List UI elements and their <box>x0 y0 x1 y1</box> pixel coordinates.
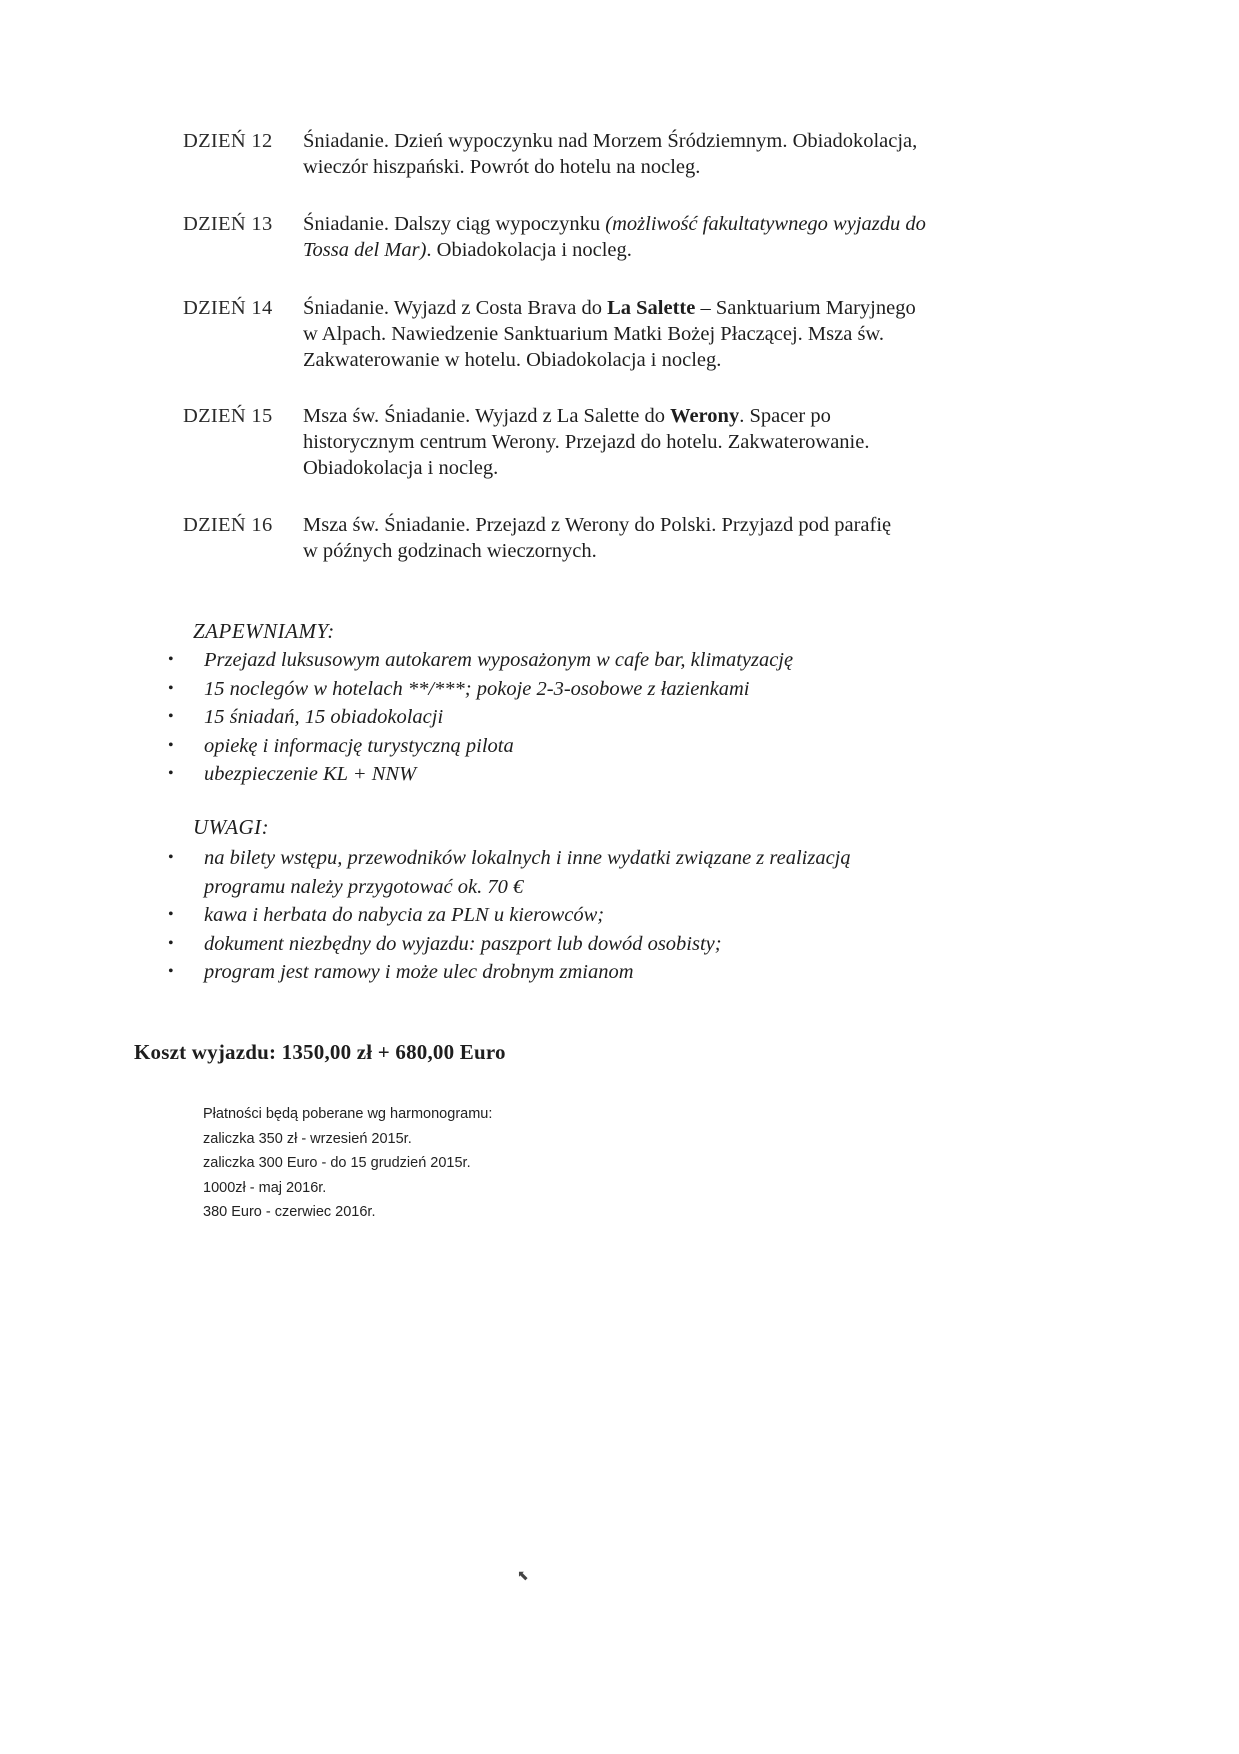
list-item <box>0 760 1024 789</box>
day-13 <box>183 211 1043 263</box>
section-title-uwagi: UWAGI: <box>193 815 270 839</box>
day-line: Śniadanie. Dzień wypoczynku nad Morzem Śródziemnym. Obiadokolacja, <box>303 130 918 152</box>
list-item-text: ubezpieczenie KL + NNW <box>204 763 417 785</box>
optional-trip-note: Tossa del Mar) <box>303 239 427 261</box>
list-item-text: opiekę i informację turystyczną pilota <box>204 734 514 757</box>
zapewniamy-list <box>0 646 1024 789</box>
payment-schedule <box>203 1102 492 1225</box>
list-item-text: dokument niezbędny do wyjazdu: paszport lub dowód osobisty; <box>204 932 722 955</box>
list-item <box>0 732 1024 761</box>
list-item-text: Przejazd luksusowym autokarem wyposażonym w cafe bar, klimatyzację <box>204 649 794 671</box>
day-14 <box>183 295 1043 373</box>
day-line: Zakwaterowanie w hotelu. Obiadokolacja i nocleg. <box>303 349 722 371</box>
bullet-icon: • <box>168 765 174 782</box>
day-description <box>303 512 1043 564</box>
day-12 <box>183 128 1043 180</box>
day-line <box>303 237 1043 263</box>
list-item-text: kawa i herbata do nabycia za PLN u kierowców; <box>204 904 605 926</box>
bullet-icon: • <box>168 651 174 668</box>
day-line: w Alpach. Nawiedzenie Sanktuarium Matki Bożej Płaczącej. Msza św. <box>303 323 885 345</box>
list-item <box>0 675 1024 704</box>
day-text-segment: Śniadanie. Wyjazd z Costa Brava do <box>303 297 608 319</box>
bullet-icon: • <box>168 708 174 725</box>
day-line: historycznym centrum Werony. Przejazd do hotelu. Zakwaterowanie. <box>303 431 870 453</box>
day-text-segment: . Spacer po <box>739 405 831 427</box>
day-line: Obiadokolacja i nocleg. <box>303 457 499 479</box>
day-15 <box>183 403 1043 481</box>
day-text-segment: Śniadanie. Dalszy ciąg wypoczynku <box>303 213 606 235</box>
list-item <box>0 958 1024 987</box>
list-item <box>0 901 1024 930</box>
destination-name: Werony <box>670 405 740 427</box>
bullet-icon: • <box>168 849 174 866</box>
list-item-text: program jest ramowy i może ulec drobnym zmianom <box>204 961 634 983</box>
day-description <box>303 403 1043 481</box>
day-description <box>303 295 1043 373</box>
list-item <box>0 646 1024 675</box>
day-label: DZIEŃ 13 <box>183 213 273 235</box>
list-item <box>0 703 1024 732</box>
list-item-text: 15 śniadań, 15 obiadokolacji <box>204 706 444 728</box>
day-line <box>303 295 1043 321</box>
list-item <box>0 844 1024 901</box>
day-label: DZIEŃ 12 <box>183 130 273 152</box>
payment-line: 380 Euro - czerwiec 2016r. <box>203 1204 376 1220</box>
scan-mark-icon: ⬉ <box>517 1569 529 1584</box>
day-line: Msza św. Śniadanie. Przejazd z Werony do Polski. Przyjazd pod parafię <box>303 514 892 536</box>
bullet-icon: • <box>168 963 174 980</box>
day-line: wieczór hiszpański. Powrót do hotelu na nocleg. <box>303 156 701 178</box>
day-line <box>303 403 1043 429</box>
day-line: w późnych godzinach wieczornych. <box>303 540 597 562</box>
day-label: DZIEŃ 15 <box>183 405 273 427</box>
day-text-segment: Msza św. Śniadanie. Wyjazd z La Salette do <box>303 405 671 427</box>
list-item-text: programu należy przygotować ok. 70 € <box>204 875 524 898</box>
optional-trip-note: (możliwość fakultatywnego wyjazdu do <box>605 213 926 235</box>
payment-line: 1000zł - maj 2016r. <box>203 1179 327 1196</box>
day-text-segment: . Obiadokolacja i nocleg. <box>426 239 632 261</box>
bullet-icon: • <box>168 679 174 697</box>
day-description <box>303 211 1043 263</box>
payment-line: Płatności będą poberane wg harmonogramu: <box>203 1106 493 1122</box>
bullet-icon: • <box>168 906 174 923</box>
bullet-icon: • <box>168 934 174 952</box>
list-item-text: na bilety wstępu, przewodników lokalnych i inne wydatki związane z realizacją <box>204 847 851 869</box>
uwagi-list <box>0 844 1024 987</box>
day-label: DZIEŃ 16 <box>183 514 273 536</box>
list-item <box>0 930 1024 959</box>
destination-name: La Salette <box>607 297 696 319</box>
day-label: DZIEŃ 14 <box>183 297 273 319</box>
day-description <box>303 128 1043 180</box>
day-text-segment: – Sanktuarium Maryjnego <box>695 297 916 319</box>
list-item-text: 15 noclegów w hotelach **/***; pokoje 2-3-osobowe z łazienkami <box>204 677 750 700</box>
day-16 <box>183 512 1043 564</box>
section-title-zapewniamy: ZAPEWNIAMY: <box>193 619 335 643</box>
day-line <box>303 211 1043 237</box>
bullet-icon: • <box>168 736 174 754</box>
payment-line: zaliczka 350 zł - wrzesień 2015r. <box>203 1130 412 1147</box>
trip-cost: Koszt wyjazdu: 1350,00 zł + 680,00 Euro <box>134 1040 506 1064</box>
payment-line: zaliczka 300 Euro - do 15 grudzień 2015r. <box>203 1155 471 1171</box>
